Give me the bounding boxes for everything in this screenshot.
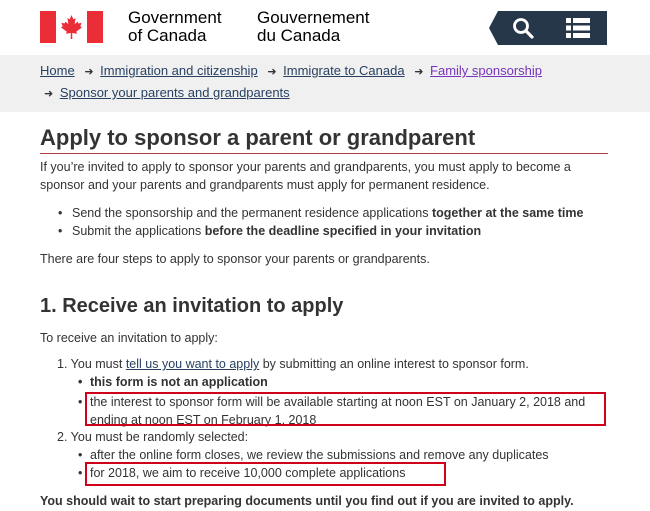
title-underline bbox=[40, 153, 608, 154]
breadcrumb-sponsor-parents-link[interactable]: Sponsor your parents and grandparents bbox=[59, 85, 290, 100]
breadcrumb-row-1 bbox=[40, 63, 542, 80]
gov-en-line1: Government bbox=[128, 8, 222, 27]
bullet-text: Submit the applications bbox=[72, 224, 205, 238]
four-steps-text: There are four steps to apply to sponsor your parents or grandparents. bbox=[40, 252, 430, 266]
highlight-box-dates bbox=[85, 392, 606, 426]
gov-en-line2: of Canada bbox=[128, 26, 207, 45]
canada-flag-icon[interactable] bbox=[40, 11, 103, 43]
bullet-bold-text: together at the same time bbox=[431, 206, 584, 220]
breadcrumb-arrow-icon: ➜ bbox=[414, 66, 424, 78]
breadcrumb-immigrate-link[interactable]: Immigrate to Canada bbox=[283, 63, 405, 78]
breadcrumb-arrow-icon: ➜ bbox=[84, 66, 94, 78]
breadcrumb-home-link[interactable]: Home bbox=[40, 63, 75, 78]
to-receive-text: To receive an invitation to apply: bbox=[40, 331, 218, 345]
step-1-sub-item-dates: • the interest to sponsor form will be available starting at noon EST on January 2, 2018 and ending at noon EST on February 1, 2018 bbox=[90, 393, 600, 429]
breadcrumb-arrow-icon: ➜ bbox=[44, 88, 54, 100]
intro-paragraph: If you’re invited to apply to sponsor your parents and grandparents, you must apply to become a sponsor and your parents and grandparents must apply for permanent residence. bbox=[40, 160, 571, 192]
step-1-prefix: 1. You must bbox=[57, 357, 126, 371]
breadcrumb-immigration-link[interactable]: Immigration and citizenship bbox=[100, 63, 258, 78]
step-1-suffix: by submitting an online interest to sponsor form. bbox=[259, 357, 529, 371]
menu-button[interactable] bbox=[548, 11, 607, 45]
list-item bbox=[58, 222, 583, 240]
gov-fr-line2: du Canada bbox=[257, 26, 341, 45]
step-1-item bbox=[57, 355, 529, 373]
section-heading-receive-invitation: 1. Receive an invitation to apply bbox=[40, 295, 344, 317]
gov-fr-line1: Gouvernement bbox=[257, 8, 370, 27]
step-2-sub-item-target: • for 2018, we aim to receive 10,000 complete applications bbox=[90, 464, 405, 482]
page-title: Apply to sponsor a parent or grandparent bbox=[40, 125, 476, 150]
highlight-box-target bbox=[85, 462, 446, 486]
list-item bbox=[58, 204, 583, 222]
site-header bbox=[0, 0, 650, 55]
requirements-list bbox=[58, 204, 583, 240]
gouvernement-du-canada-wordmark[interactable] bbox=[257, 9, 369, 45]
step-1-sub-item-not-application: • this form is not an application bbox=[90, 373, 268, 391]
search-icon bbox=[512, 17, 534, 39]
search-button[interactable] bbox=[489, 11, 548, 45]
breadcrumb bbox=[0, 55, 650, 112]
breadcrumb-row-2 bbox=[44, 85, 290, 102]
bullet-text: Send the sponsorship and the permanent residence applications bbox=[72, 206, 432, 220]
bullet-bold-text: before the deadline specified in your invitation bbox=[204, 224, 482, 238]
step-2-sub-item-review: • after the online form closes, we review the submissions and remove any duplicates bbox=[90, 446, 549, 464]
government-of-canada-wordmark[interactable] bbox=[128, 9, 222, 45]
step-2-item: 2. You must be randomly selected: bbox=[57, 430, 249, 444]
breadcrumb-arrow-icon: ➜ bbox=[267, 66, 277, 78]
menu-icon bbox=[566, 18, 590, 38]
tell-us-link[interactable]: tell us you want to apply bbox=[125, 357, 260, 371]
breadcrumb-family-sponsorship-link[interactable]: Family sponsorship bbox=[430, 63, 543, 78]
final-note: You should wait to start preparing documents until you find out if you are invited to apply. bbox=[40, 494, 574, 508]
